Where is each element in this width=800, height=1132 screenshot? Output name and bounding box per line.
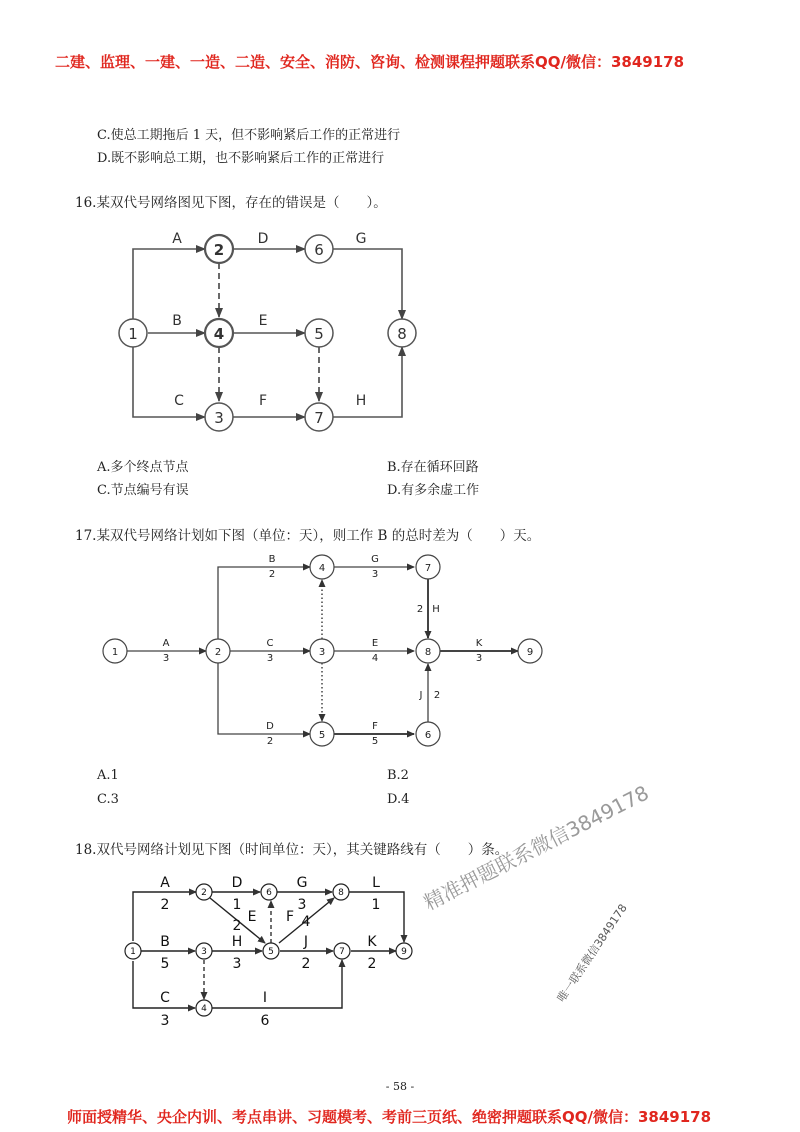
q17-label-H-duration: 2 [416,604,424,615]
q16-option-b: B.存在循环回路 [387,460,479,475]
q17-label-F: F [372,721,378,732]
q18-label-D: D [231,875,243,891]
q18-label-E-duration: 2 [232,918,242,934]
q18-node-label-7: 7 [339,947,345,957]
q17-arrow-B [218,567,310,639]
q17-node-label-2: 2 [214,647,222,658]
q17-node-label-4: 4 [318,563,326,574]
prev-option-c: C.使总工期拖后 1 天，但不影响紧后工作的正常进行 [97,128,401,143]
q16-label-H: H [355,393,367,409]
q18-node-label-2: 2 [201,888,207,898]
q18-label-D-duration: 1 [232,897,242,913]
q16-node-label-4: 4 [213,325,225,343]
banner-top: 二建、监理、一建、一造、二造、安全、消防、咨询、检测课程押题联系QQ/微信：3849178 [55,53,685,71]
q17-stem: 17.某双代号网络计划如下图（单位：天），则工作 B 的总时差为（ ）天。 [75,528,541,544]
q18-label-B-duration: 5 [160,956,170,972]
q17-option-d: D.4 [387,792,410,807]
q18-label-B: B [160,934,170,950]
q18-label-H-duration: 3 [232,956,242,972]
q18-label-I: I [262,990,268,1006]
q16-node-label-6: 6 [314,241,324,259]
q16-node-label-5: 5 [314,325,324,343]
q16-label-G: G [355,231,367,247]
q18-node-label-8: 8 [338,888,344,898]
q17-label-F-duration: 5 [371,736,379,747]
q18-node-label-4: 4 [201,1004,207,1014]
q17-node-label-1: 1 [111,647,119,658]
q18-label-I-duration: 6 [260,1013,270,1029]
q16-node-label-7: 7 [314,409,324,427]
q18-node-label-9: 9 [401,947,407,957]
q18-label-J: J [303,934,309,950]
q18-label-L-duration: 1 [371,897,381,913]
q17-label-C-duration: 3 [266,653,274,664]
q17-node-label-3: 3 [318,647,326,658]
q18-label-J-duration: 2 [301,956,311,972]
q16-node-label-8: 8 [397,325,407,343]
q17-label-D-duration: 2 [266,736,274,747]
q17-label-D: D [266,721,274,732]
page-number: - 58 - [385,1080,415,1093]
q18-arrow-I [212,960,342,1008]
q17-label-J: J [419,690,423,701]
q16-label-E: E [258,313,268,329]
q17-label-H: H [432,604,440,615]
q17-node-label-6: 6 [424,730,432,741]
q18-node-label-5: 5 [268,947,274,957]
q18-label-C: C [160,990,170,1006]
q16-node-label-2: 2 [213,241,225,259]
watermark-small: 唯一联系微信3849178 [554,901,630,1005]
q18-label-K-duration: 2 [367,956,377,972]
watermark-main: 精准押题联系微信3849178 [419,780,653,915]
q17-node-label-8: 8 [424,647,432,658]
q16-node-label-1: 1 [128,325,138,343]
q18-label-E: E [247,909,257,925]
q18-node-label-6: 6 [266,888,272,898]
q17-label-B: B [268,554,276,565]
q17-node-label-7: 7 [424,563,432,574]
q16-label-D: D [257,231,269,247]
prev-option-d: D.既不影响总工期，也不影响紧后工作的正常进行 [97,151,385,166]
q17-label-K-duration: 3 [475,653,483,664]
q17-label-K: K [475,638,483,649]
q18-label-A-duration: 2 [160,897,170,913]
q17-label-G: G [371,554,379,565]
q16-node-label-3: 3 [214,409,224,427]
q18-node-label-1: 1 [130,947,136,957]
q16-stem: 16.某双代号网络图见下图，存在的错误是（ ）。 [75,195,387,211]
q17-label-E-duration: 4 [371,653,379,664]
q17-option-c: C.3 [97,792,119,807]
q17-label-C: C [266,638,274,649]
q18-label-C-duration: 3 [160,1013,170,1029]
q16-option-d: D.有多余虚工作 [387,483,480,498]
q17-label-A-duration: 3 [162,653,170,664]
q17-label-A: A [162,638,170,649]
q17-option-b: B.2 [387,768,409,783]
q16-label-F: F [258,393,268,409]
q18-stem: 18.双代号网络计划见下图（时间单位：天），其关键路线有（ ）条。 [75,842,509,858]
q18-label-F: F [285,909,295,925]
q18-label-A: A [160,875,170,891]
q17-label-J-duration: 2 [433,690,441,701]
q17-node-label-9: 9 [526,647,534,658]
q17-arrow-D [218,663,310,734]
q18-label-K: K [367,934,377,950]
banner-bottom: 师面授精华、央企内训、考点串讲、习题模考、考前三页纸、绝密押题联系QQ/微信：3849178 [67,1108,712,1126]
q16-option-a: A.多个终点节点 [97,460,189,475]
q16-label-A: A [172,231,182,247]
q17-label-B-duration: 2 [268,569,276,580]
q18-label-G-duration: 3 [297,897,307,913]
q17-option-a: A.1 [97,768,119,783]
q16-arrow-G [333,249,402,319]
q18-node-label-3: 3 [201,947,207,957]
q16-arrow-A [133,249,205,322]
q17-label-G-duration: 3 [371,569,379,580]
q17-label-E: E [371,638,379,649]
q16-arrow-H [333,347,402,417]
q17-node-label-5: 5 [318,730,326,741]
q16-label-C: C [174,393,184,409]
q18-label-H: H [231,934,243,950]
q16-option-c: C.节点编号有误 [97,483,189,498]
q18-label-L: L [372,875,380,891]
q18-label-G: G [296,875,308,891]
q18-label-F-duration: 4 [301,914,311,930]
q16-label-B: B [172,313,182,329]
q16-arrow-C [133,345,205,417]
